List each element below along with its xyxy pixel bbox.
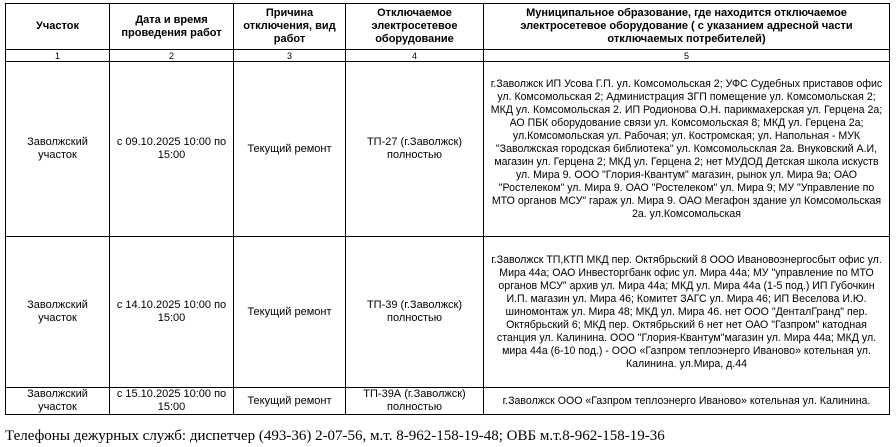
equipment-cell: ТП-39А (г.Заволжск) полностью (346, 388, 484, 415)
reason-cell: Текущий ремонт (234, 388, 346, 415)
datetime-cell: с 09.10.2025 10:00 по 15:00 (110, 62, 234, 237)
equipment-cell: ТП-27 (г.Заволжск) полностью (346, 62, 484, 237)
column-number: 2 (110, 50, 234, 62)
equipment-cell: ТП-39 (г.Заволжск) полностью (346, 237, 484, 388)
outage-table (5, 3, 890, 415)
addresses-cell: г.Заволжск ООО «Газпром теплоэнерго Иваново» котельная ул. Калинина. (484, 388, 890, 415)
column-number: 3 (234, 50, 346, 62)
area-cell: Заволжский участок (6, 62, 110, 237)
column-number: 4 (346, 50, 484, 62)
column-number: 5 (484, 50, 890, 62)
duty-phones-footer: Телефоны дежурных служб: диспетчер (493-36) 2-07-56, м.т. 8-962-158-19-48; ОВБ м.т.8-962-158-19-36 (5, 428, 665, 444)
datetime-cell: с 15.10.2025 10:00 по 15:00 (110, 388, 234, 415)
area-cell: Заволжский участок (6, 388, 110, 415)
datetime-cell: с 14.10.2025 10:00 по 15:00 (110, 237, 234, 388)
header-area: Участок (6, 4, 110, 50)
table-row (6, 237, 890, 388)
header-row (6, 4, 890, 50)
header-datetime: Дата и время проведения работ (110, 4, 234, 50)
reason-cell: Текущий ремонт (234, 62, 346, 237)
reason-cell: Текущий ремонт (234, 237, 346, 388)
column-number-row (6, 50, 890, 62)
table-row (6, 388, 890, 415)
addresses-cell: г.Заволжск ТП,КТП МКД пер. Октябрьский 8 ООО Ивановоэнергосбыт офис ул. Мира 44а; ОАО Инвесторгбанк офис ул. Мира 44а; МУ "управление по МТО органов МСУ" архив ул. Мира 44а; МКД ул. Мира 44а (1-5 под.) ИП Губочкин И.П. магазин ул. Мира 46; Комитет ЗАГС ул. Мира 46; ИП Веселова И.Ю. шиномонтаж ул. Мира 48; МКД ул. Мира 46. нет ООО "ДенталГранд" пер. Октябрьский 6; МКД пер. Октябрьский 6 нет нет ОАО "Газпром" катодная станция ул. Калинина. ООО "Глория-Квантум"магазин ул. Мира 44а; МКД ул. мира 44а (6-10 под.) - ООО «Газпром теплоэнерго Иваново» котельная ул. Калинина. ул.Мира, д.44 (484, 237, 890, 388)
header-equipment: Отключаемое электросетевое оборудование (346, 4, 484, 50)
header-addresses: Муниципальное образование, где находится отключаемое электросетевое оборудование ( с указанием адресной части отключаемых потребителей) (484, 4, 890, 50)
addresses-cell: г.Заволжск ИП Усова Г.П. ул. Комсомольская 2; УФС Судебных приставов офис ул. Комсомольская 2; Администрация ЗГП помещение ул. Комсомольская 2; МКД ул. Комсомольская 2. ИП Родионова О.Н. парикмахерская ул. Герцена 2а; АО ПБК оборудование связи ул. Комсомольская 8; МКД ул. Герцена 2а; ул.Комсомольская ул. Рабочая; ул. Костромская; ул. Напольная - МУК "Заволжская городская библиотека" ул. Комсомольсклая 2а. Внуковский А.И, магазин ул. Герцена 2; МКД ул. Герцена 2; нет МУДОД Детская школа искуств ул. Мира 9. ООО "Глория-Квантум" магазин, рынок ул. Мира 9а; ОАО "Ростелеком" ул. Мира 9. ОАО "Ростелеком" ул. Мира 9; МУ "Управление по МТО органов МСУ" гараж ул. Мира 9. ОАО Мегафон здание ул Комсомольская 2а. ул.Комсомольская (484, 62, 890, 237)
table-row (6, 62, 890, 237)
area-cell: Заволжский участок (6, 237, 110, 388)
header-reason: Причина отключения, вид работ (234, 4, 346, 50)
column-number: 1 (6, 50, 110, 62)
